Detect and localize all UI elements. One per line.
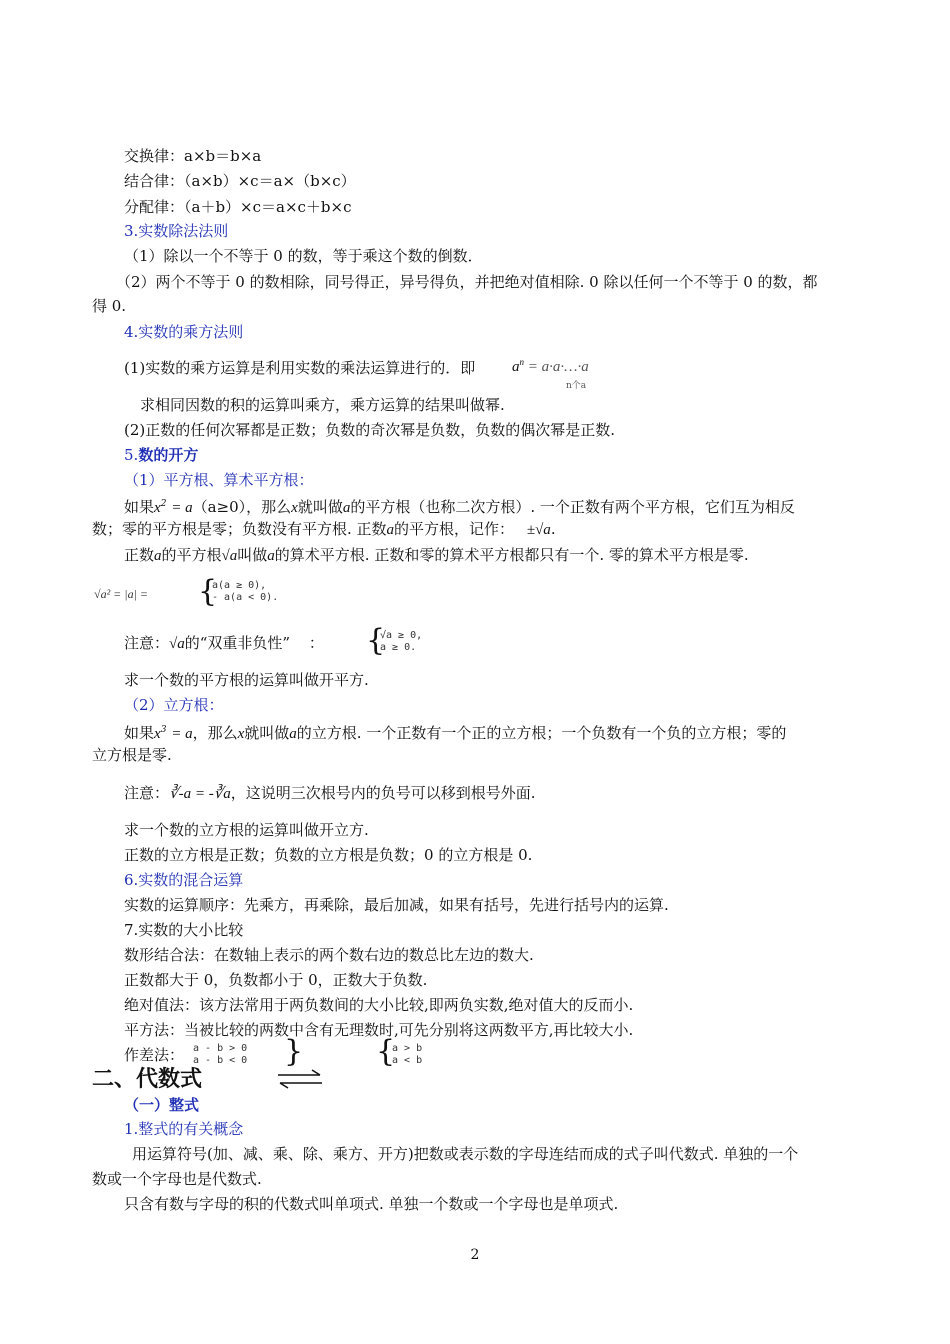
heading-square-root: （1）平方根、算术平方根： xyxy=(124,471,314,489)
text-division-rule-2-cont: 得 0. xyxy=(92,297,127,315)
formula-abs-lhs: √a² = |a| = xyxy=(94,587,148,601)
text-power-rule-1: (1)实数的乘方运算是利用实数的乘法运算进行的．即 xyxy=(124,359,476,377)
heading-division-rule: 3.实数除法法则 xyxy=(124,222,229,240)
formula-abs-brace: { xyxy=(198,574,218,609)
text-sign-compare: 正数都大于 0，负数都小于 0，正数大于负数. xyxy=(124,971,428,989)
text-monomial-def: 只含有数与字母的积的代数式叫单项式. 单独一个数或一个字母也是单项式. xyxy=(124,1195,619,1213)
text-absolute-value-method: 绝对值法：该方法常用于两负数间的大小比较,即两负实数,绝对值大的反而小. xyxy=(124,996,634,1014)
page-number: 2 xyxy=(470,1247,480,1263)
text-division-rule-1: （1）除以一个不等于 0 的数，等于乘这个数的倒数． xyxy=(124,247,483,265)
formula-nonneg-cases: √a ≥ 0, a ≥ 0. xyxy=(380,630,423,653)
text-square-root-def-cont: 数；零的平方根是零；负数没有平方根. 正数a的平方根，记作： ±√a. xyxy=(92,520,556,538)
heading-cube-root: （2）立方根： xyxy=(124,696,224,714)
text-square-root-def: 如果$x^2 = a(a\ge 0)$，那么x就叫做a的平方根（也称二次方根）. 一个正数有两个平方根，它们互为相反 xyxy=(124,498,795,516)
heading-mixed-operations: 6.实数的混合运算 xyxy=(124,871,244,889)
text-arithmetic-root: 正数a的平方根√a叫做a的算术平方根. 正数和零的算术平方根都只有一个. 零的算术平方根是零. xyxy=(124,546,749,564)
formula-power-definition: $a^n$ = a·a·…·a xyxy=(512,357,589,375)
formula-difference-cases: a - b > 0 a - b < 0 xyxy=(193,1043,248,1066)
text-nonneg-note: 注意：√a的“双重非负性” ： xyxy=(124,634,324,652)
text-power-rule-2: (2)正数的任何次幂都是正数；负数的奇次幂是负数，负数的偶次幂是正数. xyxy=(124,421,616,439)
heading-integral-expressions: （一）整式 xyxy=(124,1096,200,1114)
text-extract-cube-root: 求一个数的立方根的运算叫做开立方. xyxy=(124,821,369,839)
text-algebraic-expression-def-cont: 数或一个字母也是代数式. xyxy=(92,1170,262,1188)
text-division-rule-2: （2）两个不等于 0 的数相除，同号得正，异号得负，并把绝对值相除. 0 除以任何一个不等于 0 的数，都 xyxy=(116,273,818,291)
text-difference-method: 作差法： xyxy=(124,1046,185,1064)
heading-power-rule: 4.实数的乘方法则 xyxy=(124,323,244,341)
text-cube-root-def-cont: 立方根是零. xyxy=(92,746,172,764)
text-distributive-law: 分配律：（a＋b）×c＝a×c＋b×c xyxy=(124,198,352,216)
heading-algebraic-expressions: 二、代数式 xyxy=(92,1067,203,1092)
text-number-line-method: 数形结合法：在数轴上表示的两个数右边的数总比左边的数大. xyxy=(124,946,534,964)
text-cube-root-note: 注意：∛-a = -∛a，这说明三次根号内的负号可以移到根号外面. xyxy=(124,784,536,802)
text-power-definition: 求相同因数的积的运算叫乘方，乘方运算的结果叫做幂. xyxy=(140,396,505,414)
text-commutative-law: 交换律：a×b＝b×a xyxy=(124,147,262,165)
text-associative-law: 结合律：（a×b）×c＝a×（b×c） xyxy=(124,172,356,190)
double-arrow-icon xyxy=(276,1068,324,1090)
formula-compare-brace: { xyxy=(376,1034,396,1069)
text-operation-order: 实数的运算顺序：先乘方，再乘除，最后加减，如果有括号，先进行括号内的运算. xyxy=(124,896,669,914)
formula-difference-close-brace: } xyxy=(284,1034,304,1069)
formula-power-count: n个a xyxy=(566,381,587,391)
formula-nonneg-brace: { xyxy=(366,623,386,658)
text-cube-root-def: 如果$x^3 = a$，那么x就叫做a的立方根. 一个正数有一个正的立方根；一个负数有一个负的立方根；零的 xyxy=(124,724,787,742)
text-square-method: 平方法：当被比较的两数中含有无理数时,可先分别将这两数平方,再比较大小. xyxy=(124,1021,634,1039)
heading-roots: 5.数的开方 xyxy=(124,446,199,464)
heading-integral-concepts: 1.整式的有关概念 xyxy=(124,1120,244,1138)
formula-abs-cases: a(a ≥ 0), - a(a < 0). xyxy=(212,580,279,603)
heading-compare-size: 7.实数的大小比较 xyxy=(124,921,244,939)
formula-compare-cases: a > b a < b xyxy=(392,1043,423,1066)
text-extract-square-root: 求一个数的平方根的运算叫做开平方. xyxy=(124,671,369,689)
text-algebraic-expression-def: 用运算符号(加、减、乘、除、乘方、开方)把数或表示数的字母连结而成的式子叫代数式. 单独的一个 xyxy=(132,1145,799,1163)
text-cube-root-signs: 正数的立方根是正数；负数的立方根是负数；0 的立方根是 0. xyxy=(124,846,533,864)
